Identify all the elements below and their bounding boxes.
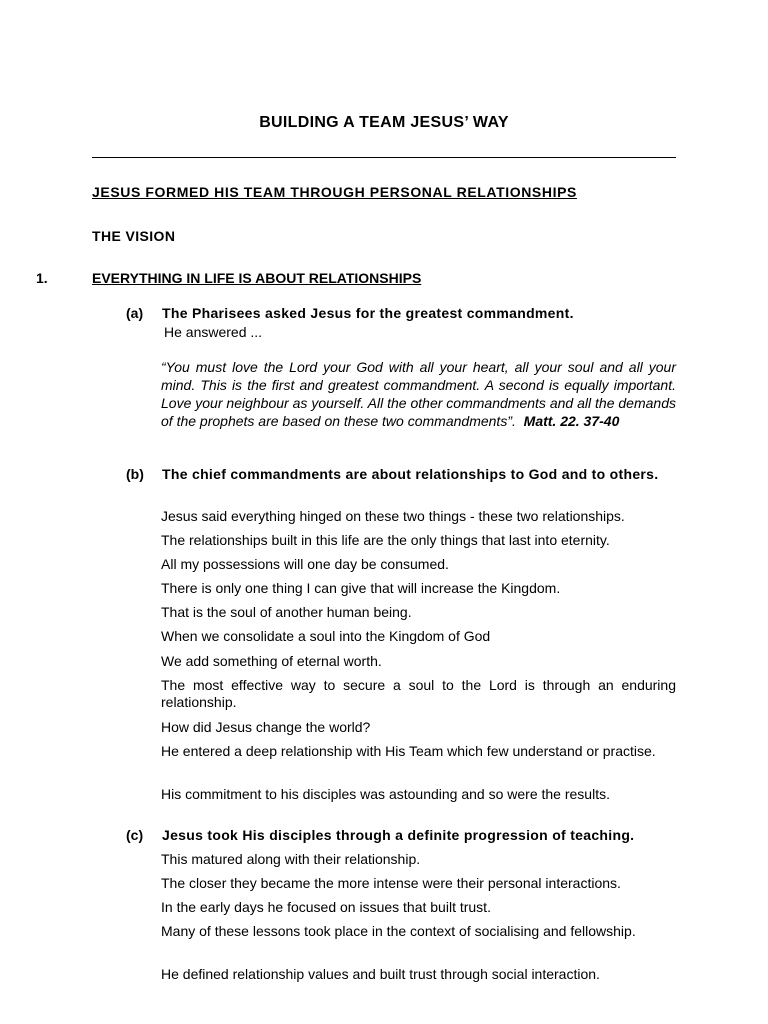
paragraph: We add something of eternal worth.	[161, 653, 382, 669]
paragraph: In the early days he focused on issues that built trust.	[161, 899, 491, 915]
item-a-label: (a)	[126, 305, 144, 321]
paragraph: When we consolidate a soul into the Kingdom of God	[161, 628, 491, 644]
paragraph: Many of these lessons took place in the context of socialising and fellowship.	[161, 923, 636, 939]
item-c-label: (c)	[126, 827, 144, 843]
item-b-label: (b)	[126, 466, 144, 482]
paragraph: All my possessions will one day be consumed.	[161, 556, 449, 572]
item-b-heading: The chief commandments are about relationships to God and to others.	[162, 466, 659, 482]
quote-reference: Matt. 22. 37-40	[523, 413, 620, 429]
subtitle-heading: JESUS FORMED HIS TEAM THROUGH PERSONAL RELATIONSHIPS	[92, 184, 577, 200]
paragraph: He entered a deep relationship with His Team which few understand or practise.	[161, 743, 656, 759]
item-a-heading: The Pharisees asked Jesus for the greatest commandment.	[162, 305, 574, 321]
scripture-quote	[161, 358, 676, 430]
item-a-intro: He answered ...	[164, 324, 263, 340]
quote-text: “You must love the Lord your God with all your heart, all your soul and all your mind. This is the first and greatest commandment. A second is equally important. Love your neighbour as yourself. All the other commandments and all the demands of the prophets are based on these two commandments”.	[161, 359, 676, 429]
vision-heading: THE VISION	[92, 228, 176, 244]
item-c-heading: Jesus took His disciples through a definite progression of teaching.	[162, 827, 635, 843]
paragraph: That is the soul of another human being.	[161, 604, 412, 620]
section-number: 1.	[36, 270, 48, 286]
paragraph: There is only one thing I can give that will increase the Kingdom.	[161, 580, 561, 596]
paragraph: The closer they became the more intense were their personal interactions.	[161, 875, 621, 891]
paragraph: How did Jesus change the world?	[161, 719, 371, 735]
paragraph: Jesus said everything hinged on these two things - these two relationships.	[161, 508, 625, 524]
paragraph: This matured along with their relationship.	[161, 851, 421, 867]
section-title: EVERYTHING IN LIFE IS ABOUT RELATIONSHIPS	[92, 270, 422, 286]
paragraph: The most effective way to secure a soul to the Lord is through an enduring relationship.	[161, 677, 676, 710]
title-divider	[92, 157, 676, 158]
paragraph: He defined relationship values and built trust through social interaction.	[161, 966, 600, 982]
paragraph: The relationships built in this life are the only things that last into eternity.	[161, 532, 610, 548]
paragraph: His commitment to his disciples was astounding and so were the results.	[161, 786, 610, 802]
document-title: BUILDING A TEAM JESUS’ WAY	[259, 114, 509, 131]
